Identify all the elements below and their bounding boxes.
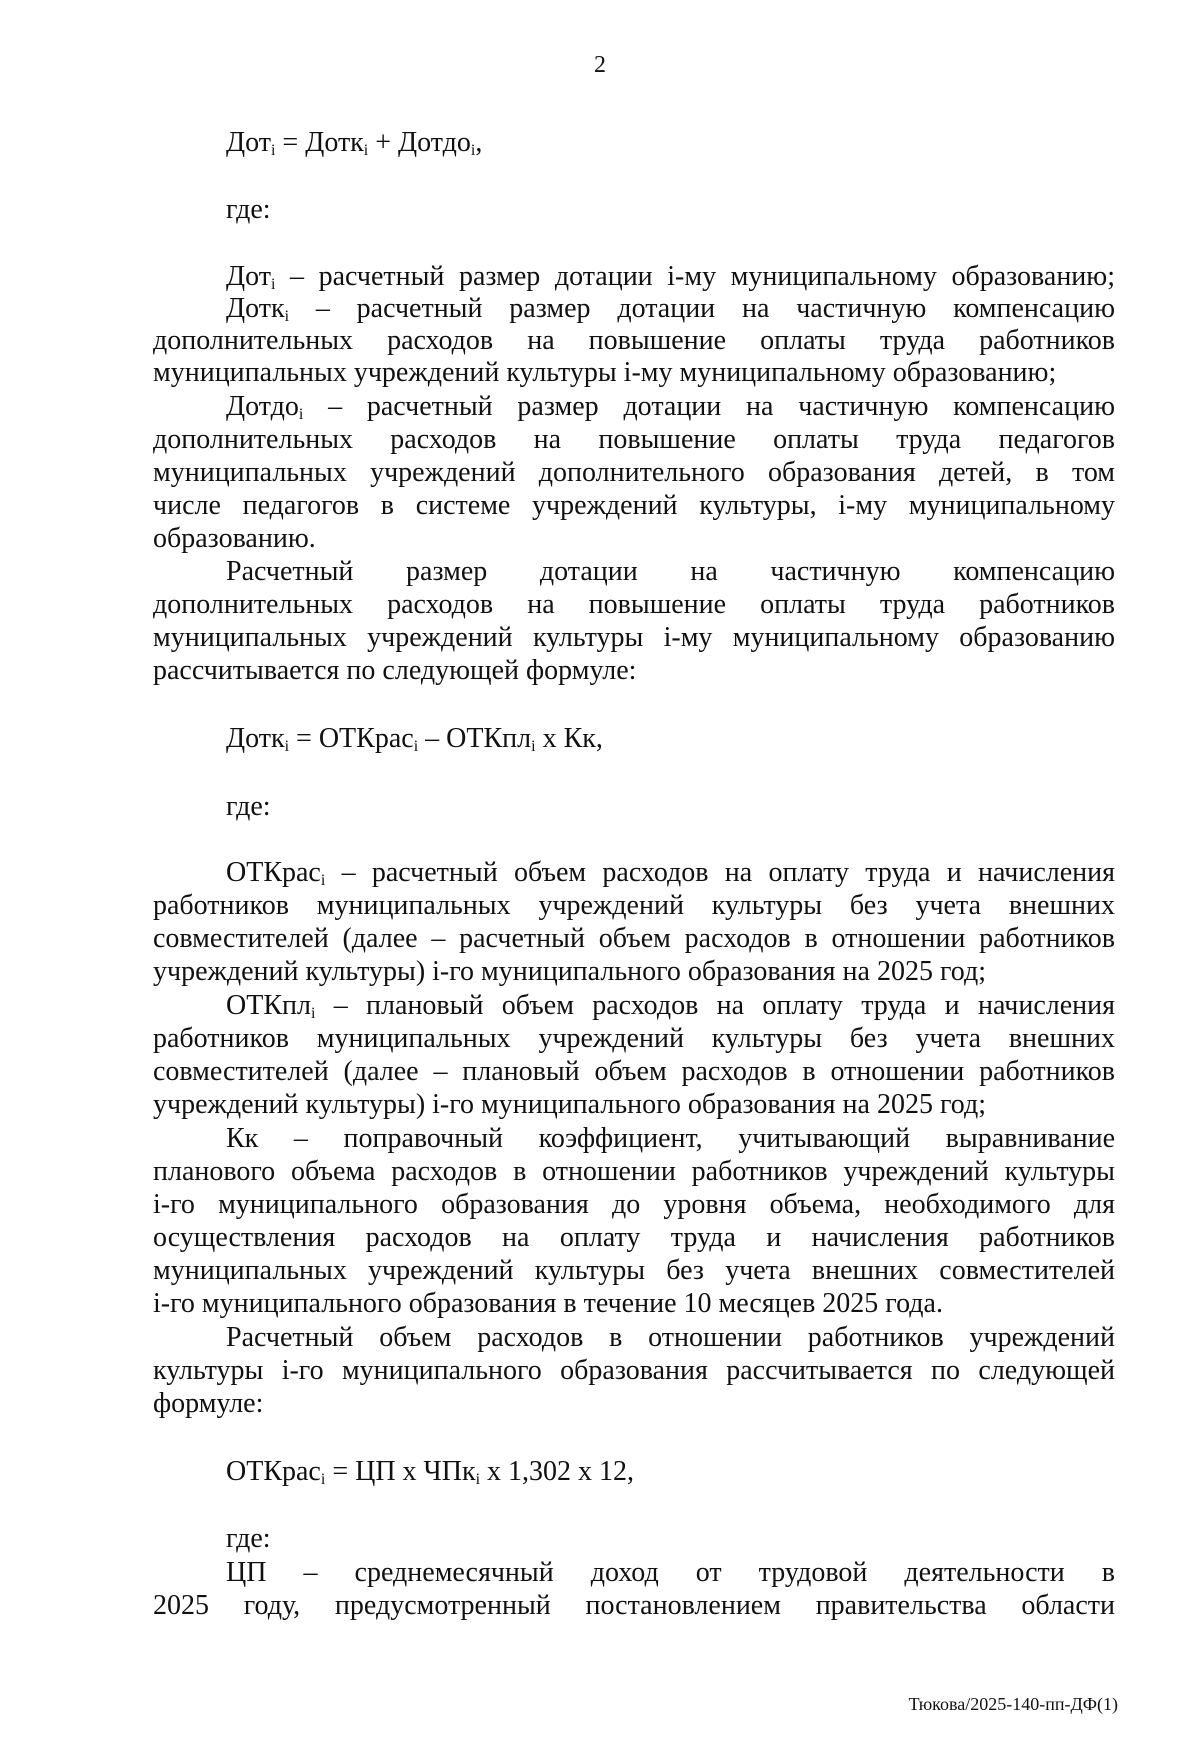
definition-line: совместителей (далее – плановый объем расходов в отношении работников bbox=[153, 1056, 1115, 1087]
definition-line: планового объема расходов в отношении работников учреждений культуры bbox=[153, 1156, 1115, 1187]
definition-line: образованию. bbox=[153, 523, 316, 554]
definition-line: муниципальных учреждений дополнительного образования детей, в том bbox=[153, 457, 1115, 488]
definition-line: i-го муниципального образования до уровня объема, необходимого для bbox=[153, 1189, 1115, 1220]
paragraph-line: Расчетный объем расходов в отношении работников учреждений bbox=[226, 1322, 1115, 1353]
definition-line: работников муниципальных учреждений культуры без учета внешних bbox=[153, 1023, 1115, 1054]
definition-line: ЦП – среднемесячный доход от трудовой деятельности в bbox=[226, 1557, 1115, 1588]
page-number: 2 bbox=[594, 52, 606, 78]
formula-dotk: Дотк$_i$ = ОТКрас$_i$ – ОТКпл$_i$ х Кк, bbox=[226, 723, 603, 755]
definition-line: учреждений культуры) i-го муниципального образования на 2025 год; bbox=[153, 1089, 986, 1120]
definition-line: осуществления расходов на оплату труда и начисления работников bbox=[153, 1222, 1115, 1253]
definition-line: дополнительных расходов на повышение оплаты труда педагогов bbox=[153, 424, 1115, 455]
paragraph-line: дополнительных расходов на повышение оплаты труда работников bbox=[153, 589, 1115, 620]
paragraph-line: формуле: bbox=[153, 1388, 264, 1419]
definition-line: Кк – поправочный коэффициент, учитывающий выравнивание bbox=[226, 1123, 1115, 1154]
definition-line: муниципальных учреждений культуры без учета внешних совместителей bbox=[153, 1255, 1115, 1286]
formula-otkras: ОТКрас$_i$ = ЦП х ЧПк$_i$ х 1,302 х 12, bbox=[226, 1456, 635, 1488]
definition-line: учреждений культуры) i-го муниципального образования на 2025 год; bbox=[153, 956, 986, 987]
where-label: где: bbox=[226, 1523, 271, 1554]
paragraph-line: рассчитывается по следующей формуле: bbox=[153, 655, 637, 686]
definition-line: совместителей (далее – расчетный объем расходов в отношении работников bbox=[153, 923, 1115, 954]
footer-document-code: Тюкова/2025-140-пп-ДФ(1) bbox=[908, 1694, 1118, 1714]
formula-total-dotation: Дот$_i$ = Дотк$_i$ + Дотдо$_i$, bbox=[226, 127, 483, 159]
definition-line: Дотк$_i$ – расчетный размер дотации на частичную компенсацию bbox=[226, 293, 1115, 325]
definition-line: ОТКрас$_i$ – расчетный объем расходов на оплату труда и начисления bbox=[226, 857, 1115, 889]
definition-line: Дот$_i$ – расчетный размер дотации i-му муниципальному образованию; bbox=[226, 261, 1115, 293]
definition-line: 2025 году, предусмотренный постановлением правительства области bbox=[153, 1590, 1115, 1621]
paragraph-line: Расчетный размер дотации на частичную компенсацию bbox=[226, 556, 1115, 587]
where-label: где: bbox=[226, 791, 271, 822]
paragraph-line: муниципальных учреждений культуры i-му муниципальному образованию bbox=[153, 622, 1115, 653]
where-label: где: bbox=[226, 194, 271, 225]
definition-line: дополнительных расходов на повышение оплаты труда работников bbox=[153, 325, 1115, 356]
definition-line: ОТКпл$_i$ – плановый объем расходов на оплату труда и начисления bbox=[226, 990, 1115, 1022]
definition-line: муниципальных учреждений культуры i-му муниципальному образованию; bbox=[153, 357, 1057, 388]
definition-line: i-го муниципального образования в течение 10 месяцев 2025 года. bbox=[153, 1288, 943, 1319]
paragraph-line: культуры i-го муниципального образования рассчитывается по следующей bbox=[153, 1355, 1115, 1386]
definition-line: числе педагогов в системе учреждений культуры, i-му муниципальному bbox=[153, 490, 1115, 521]
definition-line: Дотдо$_i$ – расчетный размер дотации на частичную компенсацию bbox=[226, 391, 1115, 423]
definition-line: работников муниципальных учреждений культуры без учета внешних bbox=[153, 890, 1115, 921]
